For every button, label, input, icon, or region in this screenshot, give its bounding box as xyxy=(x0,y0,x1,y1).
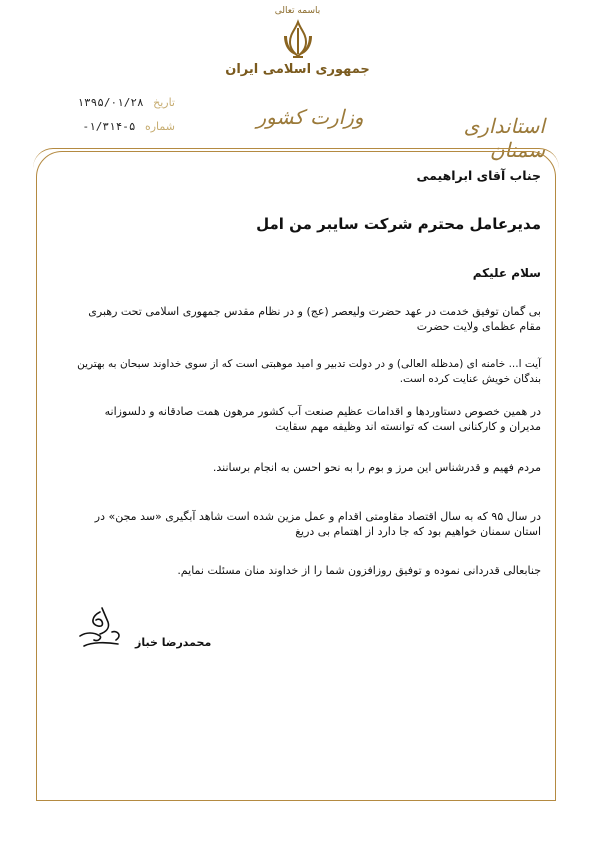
meta-date xyxy=(70,96,175,109)
paragraph-1-line-2: آیت ا... خامنه ای (مدظله العالی) و در دولت تدبیر و امید موهبتی است که از سوی خداوند سبحان به بهترین بندگان خویش عنایت کرده است. xyxy=(77,358,541,385)
greeting: سلام علیکم xyxy=(472,266,541,280)
letter-frame xyxy=(36,151,556,801)
number-value: ۵-۱/۳۱۴- xyxy=(82,120,136,133)
meta-number xyxy=(70,120,175,133)
paragraph-3-line-1: در سال ۹۵ که به سال اقتصاد مقاومتی اقدام و عمل مزین شده است شاهد آبگیری «سد مجن» در استان سمنان خواهیم بود که جا دارد از اهتمام بی دریغ xyxy=(94,510,541,539)
republic-name: جمهوری اسلامی ایران xyxy=(225,62,370,77)
signer-name: محمدرضا خباز xyxy=(135,636,212,649)
province-name: استانداری سمنان xyxy=(463,114,545,162)
paragraph-1-line-1: بی گمان توفیق خدمت در عهد حضرت ولیعصر (عج) و در نظام مقدس جمهوری اسلامی تحت رهبری مقام عظمای ولایت حضرت xyxy=(88,305,541,334)
ministry-name: وزارت کشور xyxy=(256,105,364,129)
paragraph-3-line-2: جنابعالی قدردانی نموده و توفیق روزافزون شما را از خداوند منان مسئلت نمایم. xyxy=(177,564,541,577)
handwritten-signature-icon xyxy=(72,602,142,662)
paragraph-2-line-1: در همین خصوص دستاوردها و اقدامات عظیم صنعت آب کشور مرهون همت صادقانه و دلسوزانه مدیران و کارکنانی است که توانسته اند وظیفه مهم سقایت xyxy=(104,405,541,434)
addressee: جناب آقای ابراهیمی xyxy=(416,168,541,183)
addressee-title: مدیرعامل محترم شرکت سایبر من امل xyxy=(256,215,541,233)
header-top-text: باسمه تعالی xyxy=(274,6,321,16)
iran-emblem-icon xyxy=(276,18,320,62)
date-value: ۱۳۹۵/۰۱/۲۸ xyxy=(77,96,144,109)
paragraph-2-line-2: مردم فهیم و قدرشناس این مرز و بوم را به نحو احسن به انجام برسانند. xyxy=(212,461,541,474)
date-label: تاریخ xyxy=(153,96,175,109)
number-label: شماره xyxy=(144,120,175,133)
